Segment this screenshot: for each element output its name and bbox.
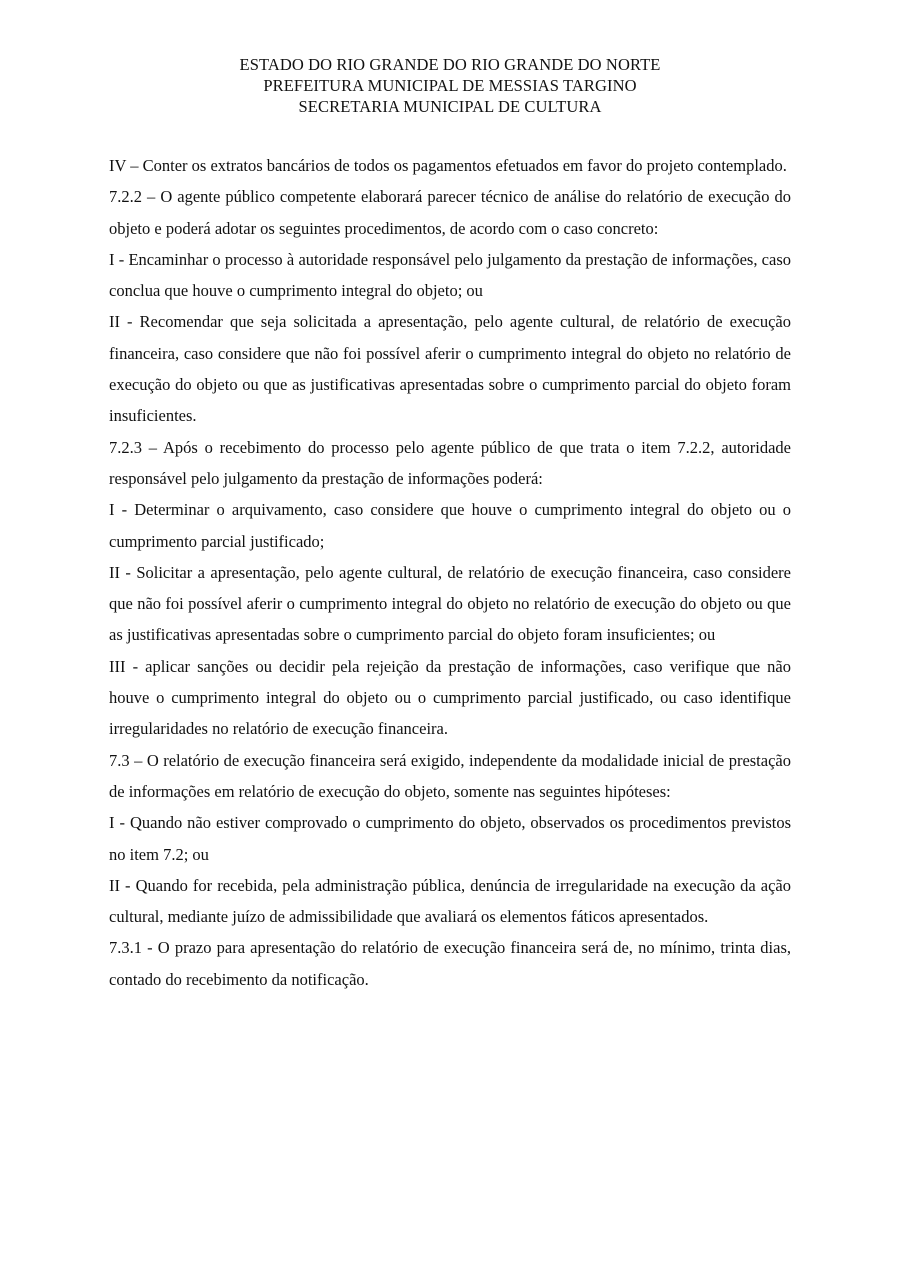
header-secretariat-line: SECRETARIA MUNICIPAL DE CULTURA [298,97,602,116]
paragraph-7-3-item-ii: II - Quando for recebida, pela administração pública, denúncia de irregularidade na execução da ação cultural, mediante juízo de admissibilidade que avaliará os elementos fáticos apresentados. [109,875,791,927]
paragraph-7-2-3-item-i: I - Determinar o arquivamento, caso considere que houve o cumprimento integral do objeto ou o cumprimento parcial justificado; [109,500,791,551]
header-state-line: ESTADO DO RIO GRANDE DO RIO GRANDE DO NORTE [239,55,661,74]
paragraph-7-2-3-item-ii: II - Solicitar a apresentação, pelo agente cultural, de relatório de execução financeira, caso considere que não foi possível aferir o cumprimento integral do objeto no relatório de execução do objeto ou que as justificativas apresentadas sobre o cumprimento parcial do objeto foram insuficientes; ou [109,562,791,645]
paragraph-iv-bank-statements: IV – Conter os extratos bancários de todos os pagamentos efetuados em favor do projeto contemplado. [109,156,787,175]
document-body [109,150,791,995]
paragraph-7-2-2: 7.2.2 – O agente público competente elaborará parecer técnico de análise do relatório de execução do objeto e poderá adotar os seguintes procedimentos, de acordo com o caso concreto: [109,187,791,238]
paragraph-7-3-1: 7.3.1 - O prazo para apresentação do relatório de execução financeira será de, no mínimo, trinta dias, contado do recebimento da notificação. [109,938,791,989]
header-municipality-line: PREFEITURA MUNICIPAL DE MESSIAS TARGINO [263,76,637,95]
paragraph-7-3-item-i: I - Quando não estiver comprovado o cumprimento do objeto, observados os procedimentos previstos no item 7.2; ou [109,813,791,864]
paragraph-7-2-3-item-iii: III - aplicar sanções ou decidir pela rejeição da prestação de informações, caso verifique que não houve o cumprimento integral do objeto ou o cumprimento parcial justificado, ou caso identifique irregularidades no relatório de execução financeira. [109,656,791,739]
paragraph-7-2-3: 7.2.3 – Após o recebimento do processo pelo agente público de que trata o item 7.2.2, autoridade responsável pelo julgamento da prestação de informações poderá: [109,437,791,488]
paragraph-7-2-2-item-ii: II - Recomendar que seja solicitada a apresentação, pelo agente cultural, de relatório de execução financeira, caso considere que não foi possível aferir o cumprimento integral do objeto no relatório de execução do objeto ou que as justificativas apresentadas sobre o cumprimento parcial do objeto foram insuficientes. [109,312,791,426]
paragraph-7-2-2-item-i: I - Encaminhar o processo à autoridade responsável pelo julgamento da prestação de informações, caso conclua que houve o cumprimento integral do objeto; ou [109,249,791,301]
document-header [0,54,900,117]
paragraph-7-3: 7.3 – O relatório de execução financeira será exigido, independente da modalidade inicial de prestação de informações em relatório de execução do objeto, somente nas seguintes hipóteses: [109,750,791,801]
